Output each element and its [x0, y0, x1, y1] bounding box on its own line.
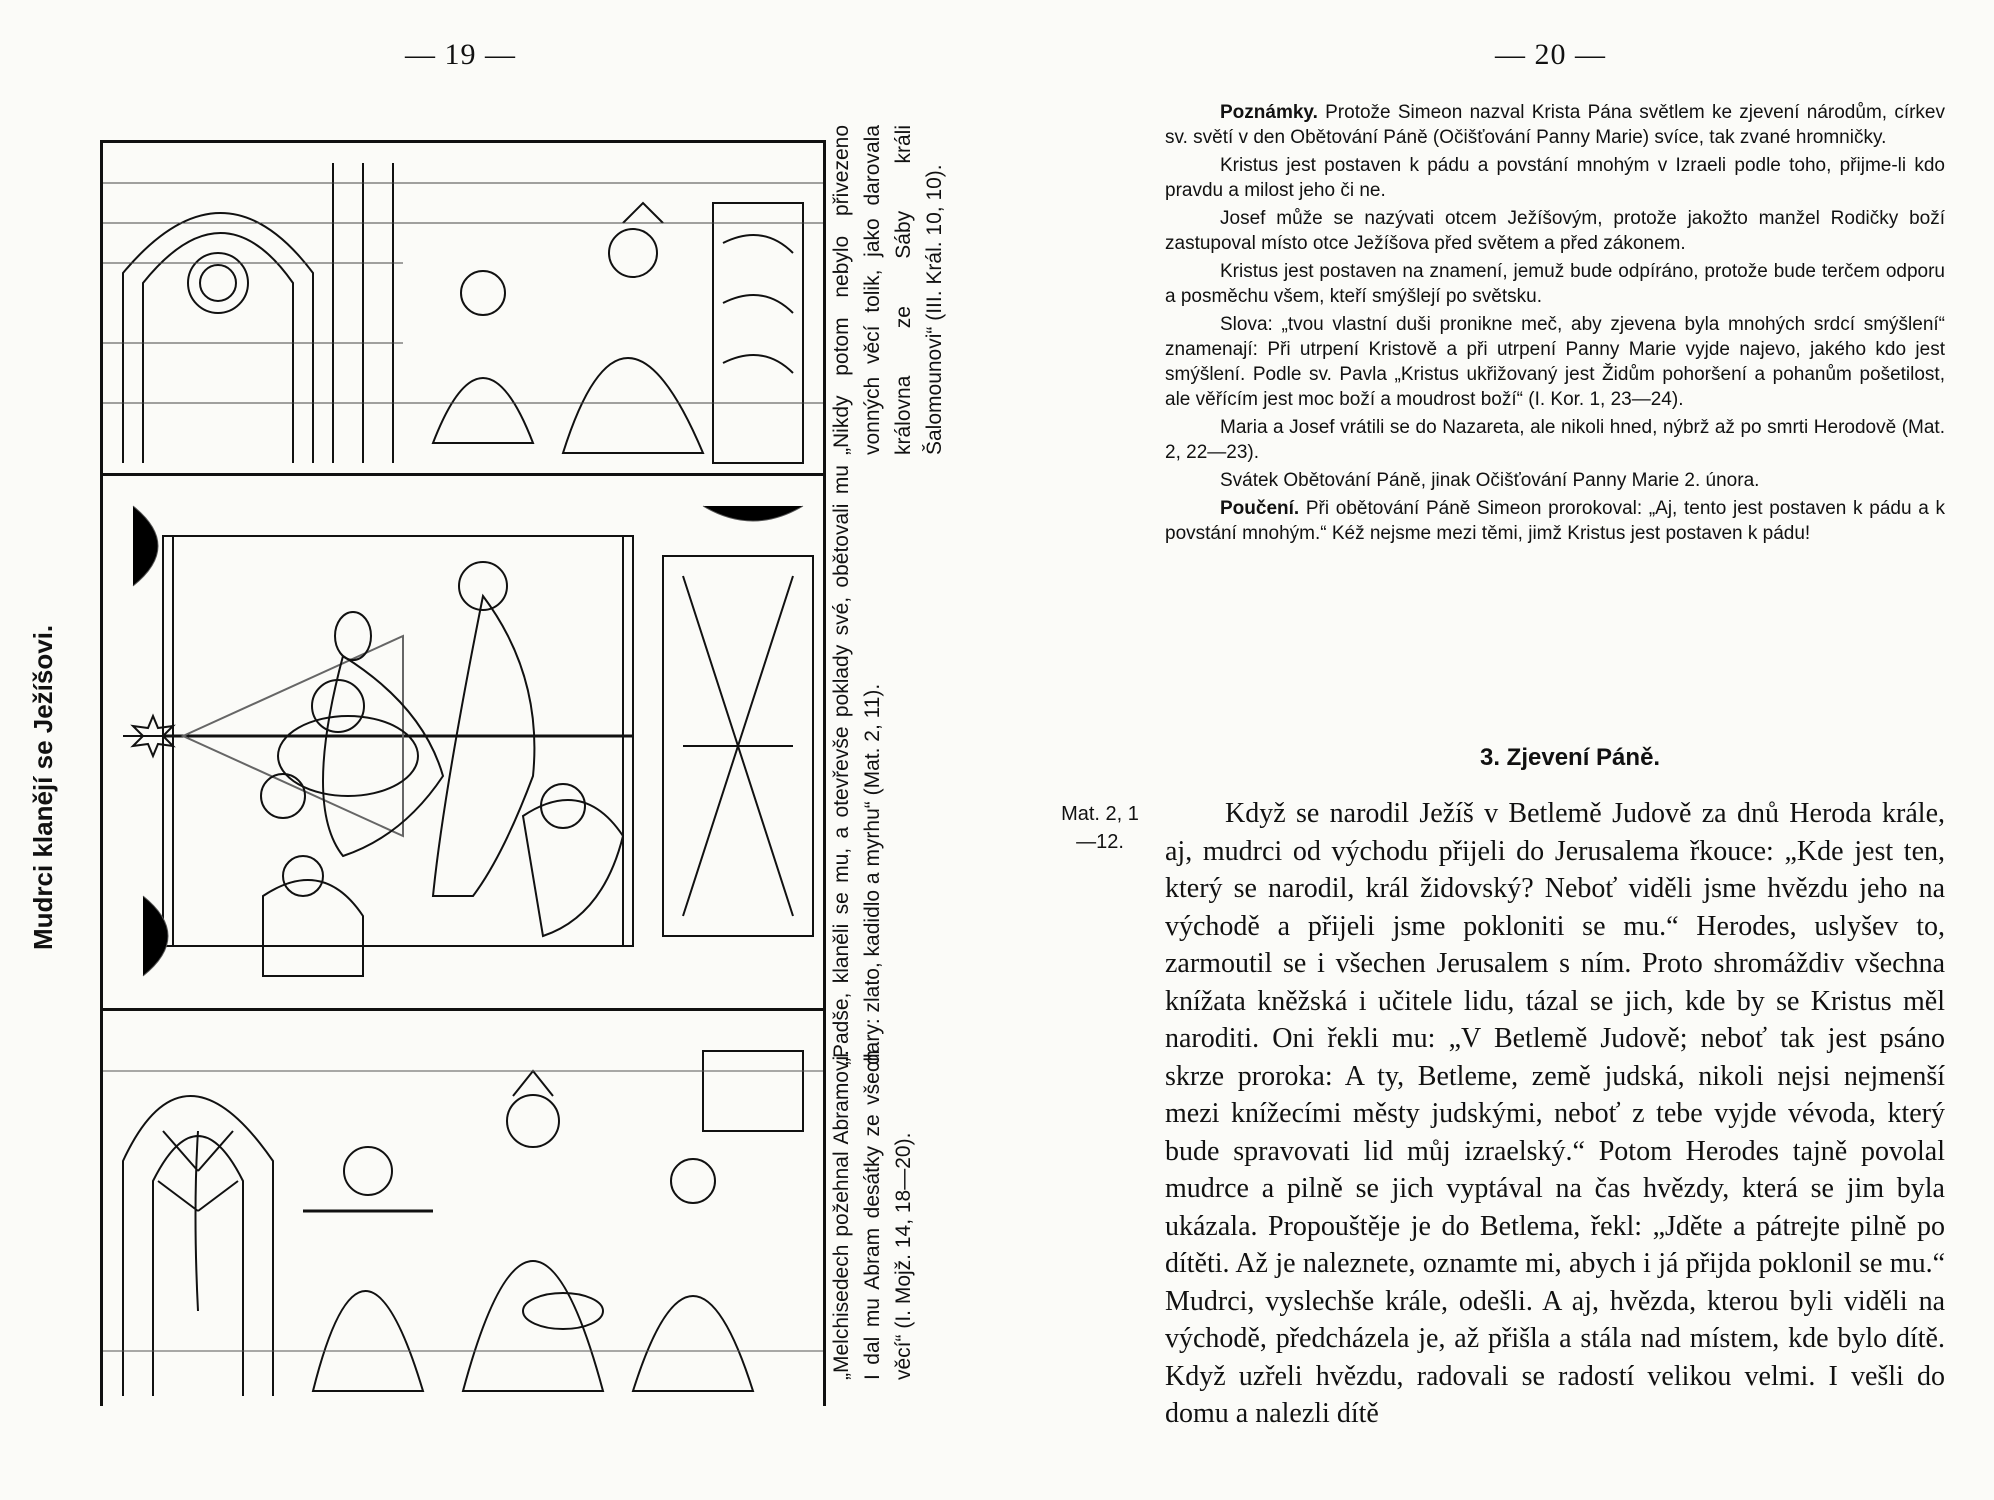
note-text: Maria a Josef vrátili se do Nazareta, ale nikoli hned, nýbrž až po smrti Herodově (Mat. 2, 22—23). [1165, 417, 1945, 463]
note-paragraph [1165, 468, 1945, 493]
page-number-left: — 19 — [405, 38, 516, 71]
section-heading: 3. Zjevení Páně. [1480, 744, 1661, 771]
plate-title: Mudrci klanějí se Ježíšovi. [28, 624, 58, 950]
note-text: Kristus jest postaven na znamení, jemuž bude odpíráno, protože bude terčem odporu a posměchu všem, kteří smýšlejí po světsku. [1165, 261, 1945, 307]
note-paragraph [1165, 206, 1945, 256]
illustration-panel-sheba [103, 143, 823, 473]
note-text: Kristus jest postaven k pádu a povstání mnohým v Izraeli podle toho, přijme-li kdo pravdu a milost jeho či ne. [1165, 155, 1945, 201]
plate-caption-middle: „Padše, klaněli se mu, a otevřevše poklady své, obětovali mu dary: zlato, kadidlo a myrhu“ (Mat. 2, 11). [830, 465, 884, 1065]
illustration-panel-melchisedech [103, 1008, 823, 1406]
note-text: Slova: „tvou vlastní duši pronikne meč, aby zjevena byla mnohých srdcí smýšlení“ znamenají: Při utrpení Kristově a při utrpení Panny Marie vyjde najevo, jakého kdo jest smýšlení. Podle sv. Pavla „Kristus ukřižovaný jest Židům pohoršení a pohanům pošetilost, ale věřícím jest moc boží a moudrost boží“ (I. Kor. 1, 23—24). [1165, 314, 1945, 410]
page-number-right: — 20 — [1495, 38, 1606, 71]
note-lead: Poznámky. [1220, 102, 1318, 123]
margin-reference: Mat. 2, 1—12. [1061, 803, 1139, 853]
note-paragraph [1165, 153, 1945, 203]
note-paragraph [1165, 415, 1945, 465]
note-text: Protože Simeon nazval Krista Pána světlem ke zjevení národům, církev sv. světí v den Obětování Páně (Očišťování Panny Marie) svíce, tak zvané hromničky. [1165, 102, 1945, 148]
illustration-plate [100, 140, 826, 1406]
notes-section [1165, 100, 1945, 549]
note-lead: Poučení. [1220, 498, 1300, 519]
note-text: Při obětování Páně Simeon prorokoval: „Aj, tento jest postaven k pádu a k povstání mnohým.“ Kéž nejsme mezi těmi, jimž Kristus jest postaven k pádu! [1165, 498, 1945, 544]
plate-caption-top: „Nikdy potom nebylo přivezeno vonných věcí tolik, jako darovala královna ze Sáby králi Šalomounovi“ (III. Král. 10, 10). [830, 125, 946, 455]
plate-caption-bottom: „Melchisedech požehnal Abramovi. I dal mu Abram desátky ze všech věcí“ (I. Mojž. 14, 18—20). [830, 1050, 915, 1380]
note-paragraph [1165, 259, 1945, 309]
note-paragraph [1165, 312, 1945, 412]
section-body [1165, 795, 1945, 1433]
note-text: Josef může se nazývati otcem Ježíšovým, protože jakožto manžel Rodičky boží zastupoval místo otce Ježíšova před světem a před zákonem. [1165, 208, 1945, 254]
note-paragraph [1165, 496, 1945, 546]
illustration-panel-magi [103, 473, 823, 1011]
section-paragraph: Když se narodil Ježíš v Betlemě Judově za dnů Heroda krále, aj, mudrci od východu přijeli do Jerusalema řkouce: „Kde jest ten, který se narodil, král židovský? Neboť viděli jsme hvězdu jeho na východě a přijeli jsme pokloniti se mu.“ Herodes, uslyšev to, zarmoutil se i všechen Jerusalem s ním. Proto shromáždiv všechna knížata kněžská i učitele lidu, tázal se jich, kde by se Kristus měl naroditi. Oni řekli mu: „V Betlemě Judově; neboť tak jest psáno skrze proroka: A ty, Betleme, země judská, nikoli nejsi nejmenší mezi knížecími městy judskými, neboť z tebe vyjde vévoda, který bude spravovati lid můj izraelský.“ Potom Herodes tajně povolal mudrce a pilně se jich vyptával na čas hvězdy, která se jim byla ukázala. Propouštěje je do Betlema, řekl: „Jděte a pátrejte pilně po dítěti. Až je naleznete, oznamte mi, abych i já přijda poklonil se mu.“ Mudrci, vyslechše krále, odešli. A aj, hvězda, kterou byli viděli na východě, předcházela je, až přišla a stála nad místem, kde bylo dítě. Když uzřeli hvězdu, radovali se radostí velikou velmi. I vešli do domu a nalezli dítě [1165, 798, 1945, 1429]
note-text: Svátek Obětování Páně, jinak Očišťování Panny Marie 2. února. [1220, 470, 1760, 491]
note-paragraph [1165, 100, 1945, 150]
